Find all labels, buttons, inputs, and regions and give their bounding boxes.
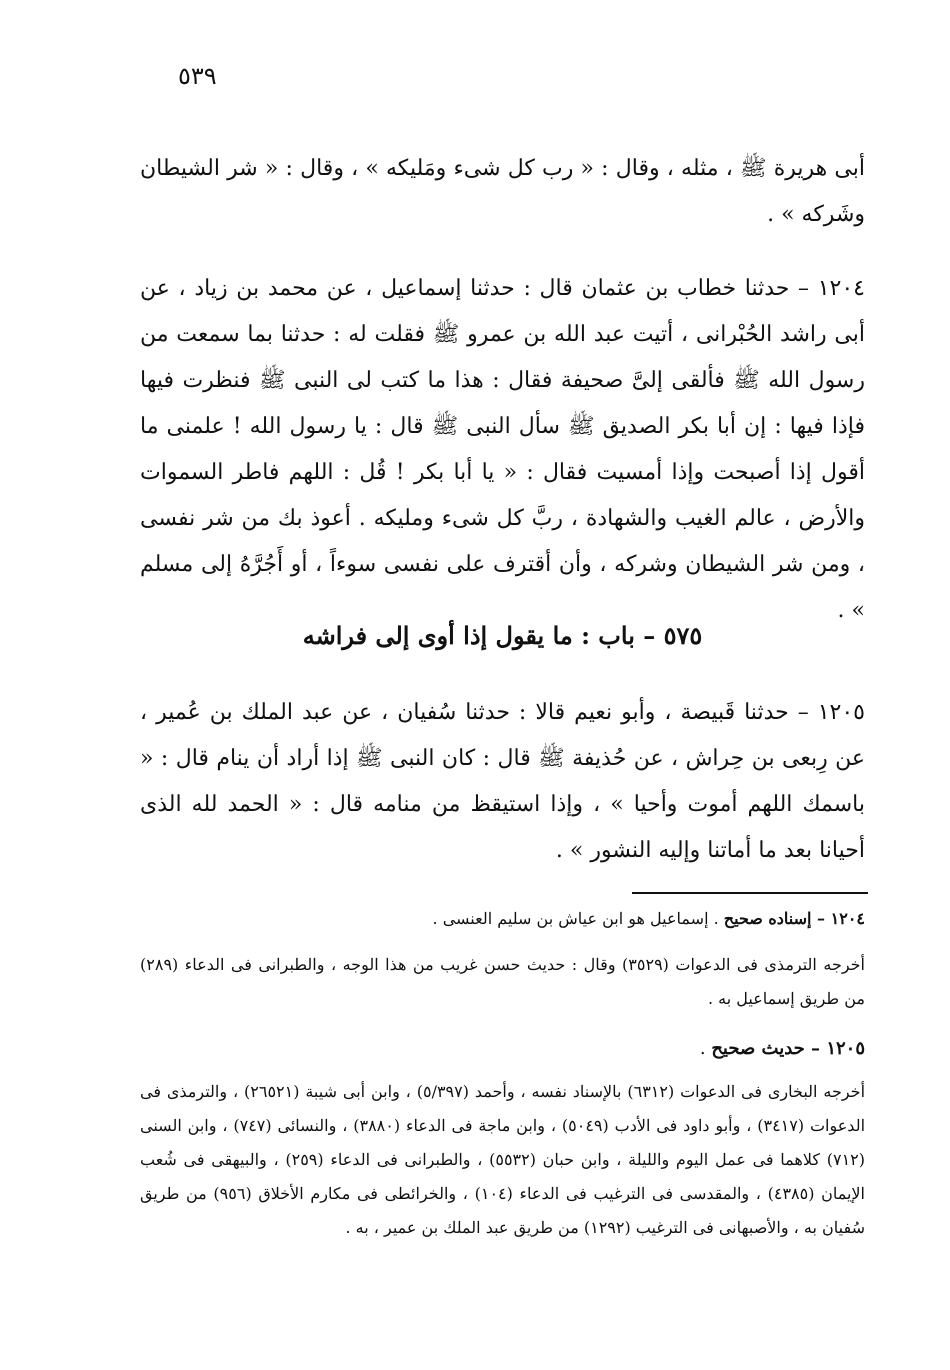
paragraph-text: ١٢٠٥ – حدثنا قَبيصة ، وأبو نعيم قالا : حدثنا سُفيان ، عن عبد الملك بن عُمير ، عن رِبعى بن حِراش ، عن حُذيفة ﷺ قال : كان النبى ﷺ إذا أراد أن ينام قال : « باسمك اللهم أموت وأحيا » ، وإذا استيقظ من منامه قال : « الحمد لله الذى أحيانا بعد ما أماتنا وإليه النشور » .: [140, 700, 865, 863]
footnote-text: أخرجه البخارى فى الدعوات (٦٣١٢) بالإسناد نفسه ، وأحمد (٥/٣٩٧) ، وابن أبى شيبة (٢٦٥٢١) ، والترمذى فى الدعوات (٣٤١٧) ، وأبو داود فى الأدب (٥٠٤٩) ، وابن ماجة فى الدعاء (٣٨٨٠) ، والنسائى (٧٤٧) ، وابن السنى (٧١٢) كلاهما فى عمل اليوم والليلة ، وابن حبان (٥٥٣٢) ، والطبرانى فى الدعاء (٢٥٩) ، والبيهقى فى شُعب الإيمان (٤٣٨٥) ، والمقدسى فى الترغيب فى الدعاء (١٠٤) ، والخرائطى فى مكارم الأخلاق (٩٥٦) من طريق سُفيان به ، والأصبهانى فى الترغيب (١٢٩٢) من طريق عبد الملك بن عمير ، به .: [140, 1082, 866, 1237]
page-number: ٥٣٩: [178, 62, 217, 90]
footnote-1204-note: . إسماعيل هو ابن عياش بن سليم العنسى .: [432, 909, 724, 928]
hadith-1205: [140, 690, 865, 874]
hadith-continuation: [140, 146, 865, 238]
hadith-1204: [140, 266, 865, 634]
footnote-divider: [632, 892, 868, 894]
footnote-1205-heading: [140, 1032, 865, 1066]
paragraph-text: ١٢٠٤ – حدثنا خطاب بن عثمان قال : حدثنا إسماعيل ، عن محمد بن زياد ، عن أبى راشد الحُبْرانى ، أتيت عبد الله بن عمرو ﷺ فقلت له : حدثنا بما سمعت من رسول الله ﷺ فألقى إلىَّ صحيفة فقال : هذا ما كتب لى النبى ﷺ فنظرت فيها فإذا فيها : إن أبا بكر الصديق ﷺ سأل النبى ﷺ قال : يا رسول الله ! علمنى ما أقول إذا أصبحت وإذا أمسيت فقال : « يا أبا بكر ! قُل : اللهم فاطر السموات والأرض ، عالم الغيب والشهادة ، ربَّ كل شىء ومليكه . أعوذ بك من شر نفسى ، ومن شر الشيطان وشركه ، وأن أقترف على نفسى سوءاً ، أو أَجُرَّهُ إلى مسلم » .: [140, 276, 865, 623]
footnote-1205-grade: ١٢٠٥ – حديث صحيح: [711, 1038, 865, 1059]
paragraph-text: أبى هريرة ﷺ ، مثله ، وقال : « رب كل شىء ومَليكه » ، وقال : « شر الشيطان وشَركه » .: [140, 156, 865, 227]
footnote-1204-grade: ١٢٠٤ – إسناده صحيح: [723, 909, 865, 928]
footnote-text: أخرجه الترمذى فى الدعوات (٣٥٢٩) وقال : حديث حسن غريب من هذا الوجه ، والطبرانى فى الدعاء (٢٨٩) من طريق إسماعيل به .: [140, 955, 866, 1008]
footnote-1204-body: [140, 948, 865, 1016]
footnote-1205-body: [140, 1075, 865, 1245]
chapter-title: ٥٧٥ – باب : ما يقول إذا أوى إلى فراشه: [302, 621, 703, 650]
footnote-1204-heading: [140, 902, 865, 936]
footnote-1205-end: .: [699, 1038, 712, 1059]
